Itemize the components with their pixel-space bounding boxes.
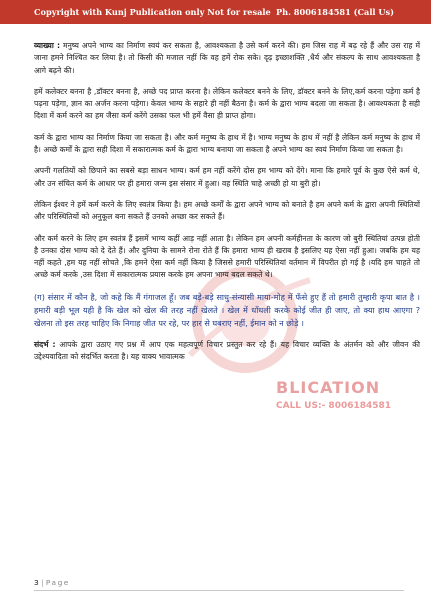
paragraph-context xyxy=(34,339,420,364)
explanation-text: मनुष्य अपने भाग्य का निर्माण स्वयं कर सकता है, आवश्यकता है उसे कर्म करने की। हम जिस राह में बढ़ रहे हैं और उस राह में जाना हमने निश्चित कर लिया है। तो किसी की मजाल नहीं कि वह हमें रोक सके। दृढ़ इच्छाशक्ति ,धैर्य और संकल्प के साथ आवश्यकता है आगे बढ़ने की। xyxy=(34,41,420,75)
footer-separator: | xyxy=(41,578,44,587)
footer-divider xyxy=(34,590,404,591)
context-label: संदर्भ : xyxy=(34,339,56,349)
phone-contact: Ph. 8006184581 (Call Us) xyxy=(276,7,395,17)
watermark-title: BLICATION xyxy=(276,378,381,397)
copyright-header-bar xyxy=(0,0,431,24)
paragraph-5: लेकिन ईश्वर ने हमें कर्म करने के लिए स्वतंत्र किया है। हम अच्छे कर्मों के द्वारा अपने भाग्य को बनाते है हम अपने कर्म के द्वारा अपनी स्थितियों और परिस्थितियों को अनुकूल बना सकते हैं उनको अच्छा कर सकते हैं। xyxy=(34,199,420,222)
paragraph-explanation xyxy=(34,40,420,77)
page-number: 3 xyxy=(34,578,39,587)
watermark-phone: CALL US:- 8006184581 xyxy=(276,401,392,411)
paragraph-6: और कर्म करने के लिए हम स्वतंत्र हैं इसमें भाग्य कहीं आड़ नहीं आता है। लेकिन हम अपनी कर्महीनता के कारण जो बुरी स्थितियां उत्पन्न होती है उनका दोस भाग्य को दे देते हैं। और दुनिया के सामने रोना रोते हैं कि हमारा भाग्य ही खराब है इसलिए यह ऐसा नहीं हुआ। जबकि हम यह नहीं कहते ,हम यह नहीं सोचते ,कि हमने ऐसा कर्म नहीं किया है जिससे हमारी परिस्थितियां वर्तमान में विपरीत हो गई है ।यदि हम चाहते तो अच्छे कर्म करके ,उस दिशा में सकारात्मक प्रयास करके हम अपना भाग्य बदल सकते थे। xyxy=(34,233,420,280)
copyright-notice: Copyright with Kunj Publication only Not for resale xyxy=(34,7,271,17)
paragraph-2: हमें कलेक्टर बनना है ,डॉक्टर बनना है, अच्छे पद प्राप्त करना है। लेकिन कलेक्टर बनने के लिए, डॉक्टर बनने के लिए,कर्म करना पड़ेगा कर्म है पढ़ना पड़ेगा, ज्ञान का अर्जन करना पड़ेगा। केवल भाग्य के सहारे ही नहीं बैठना है। कर्म के द्वारा भाग्य बदला जा सकता है। आवश्यकता है सही दिशा में कर्म करने का हम जैसा कर्म करेंगे उसका फल भी हमें वैसा ही प्राप्त होगा। xyxy=(34,86,420,121)
paragraph-4: अपनी गलतियों को छिपाने का सबसे बड़ा साधन भाग्य। कर्म हम नहीं करेंगे दोस हम भाग्य को देंगे। माना कि हमारे पूर्व के कुछ ऐसे कर्म थे, और उन संचित कर्म के आधार पर ही हमारा जन्म इस संसार में हुआ। वह स्थिति चाहे अच्छी हो या बुरी हो। xyxy=(34,166,420,188)
paragraph-3: कर्म के द्वारा भाग्य का निर्माण किया जा सकता है। और कर्म मनुष्य के हाथ में है। भाग्य मनुष्य के हाथ में नहीं है लेकिन कर्म मनुष्य के हाथ में है। अच्छे कर्मों के द्वारा सही दिशा में सकारात्मक कर्म के द्वारा भाग्य बनाया जा सकता है अपने भाग्य का स्वयं निर्माण किया जा सकता है। xyxy=(34,132,420,155)
explanation-label: व्याख्या : xyxy=(34,41,61,50)
page-word: Page xyxy=(45,578,70,587)
quoted-passage xyxy=(34,291,420,330)
quoted-passage-text: (ग) संसार में कौन है, जो कहे कि मैं गंगाजल हूँ। जब बड़े-बड़े साधु-संन्यासी माया-मोह में फँसे हुए हैं तो हमारी तुम्हारी कृपा बात है । हमारी बड़ी भूल यही है कि खेल को खेल की तरह नहीं खेलते । खेल में धाँधली करके कोई जीत ही जाए, तो क्या हाथ आएगा ? खेलना तो इस तरह चाहिए कि निगाह जीत पर रहे, पर हार से घबराए नहीं, ईमान को न छोड़े । xyxy=(34,291,420,328)
page-body xyxy=(34,40,420,372)
context-text: आपके द्वारा उठाए गए प्रश्न में आप एक महत्वपूर्ण विचार प्रस्तुत कर रहे हैं। यह विचार व्यक्ति के अंतर्मन को और जीवन की उद्देश्यवादिता को संदर्भित करता है। यह वाक्य भावात्मक xyxy=(34,339,421,362)
publisher-watermark-text xyxy=(276,378,391,411)
page-footer xyxy=(34,578,70,587)
